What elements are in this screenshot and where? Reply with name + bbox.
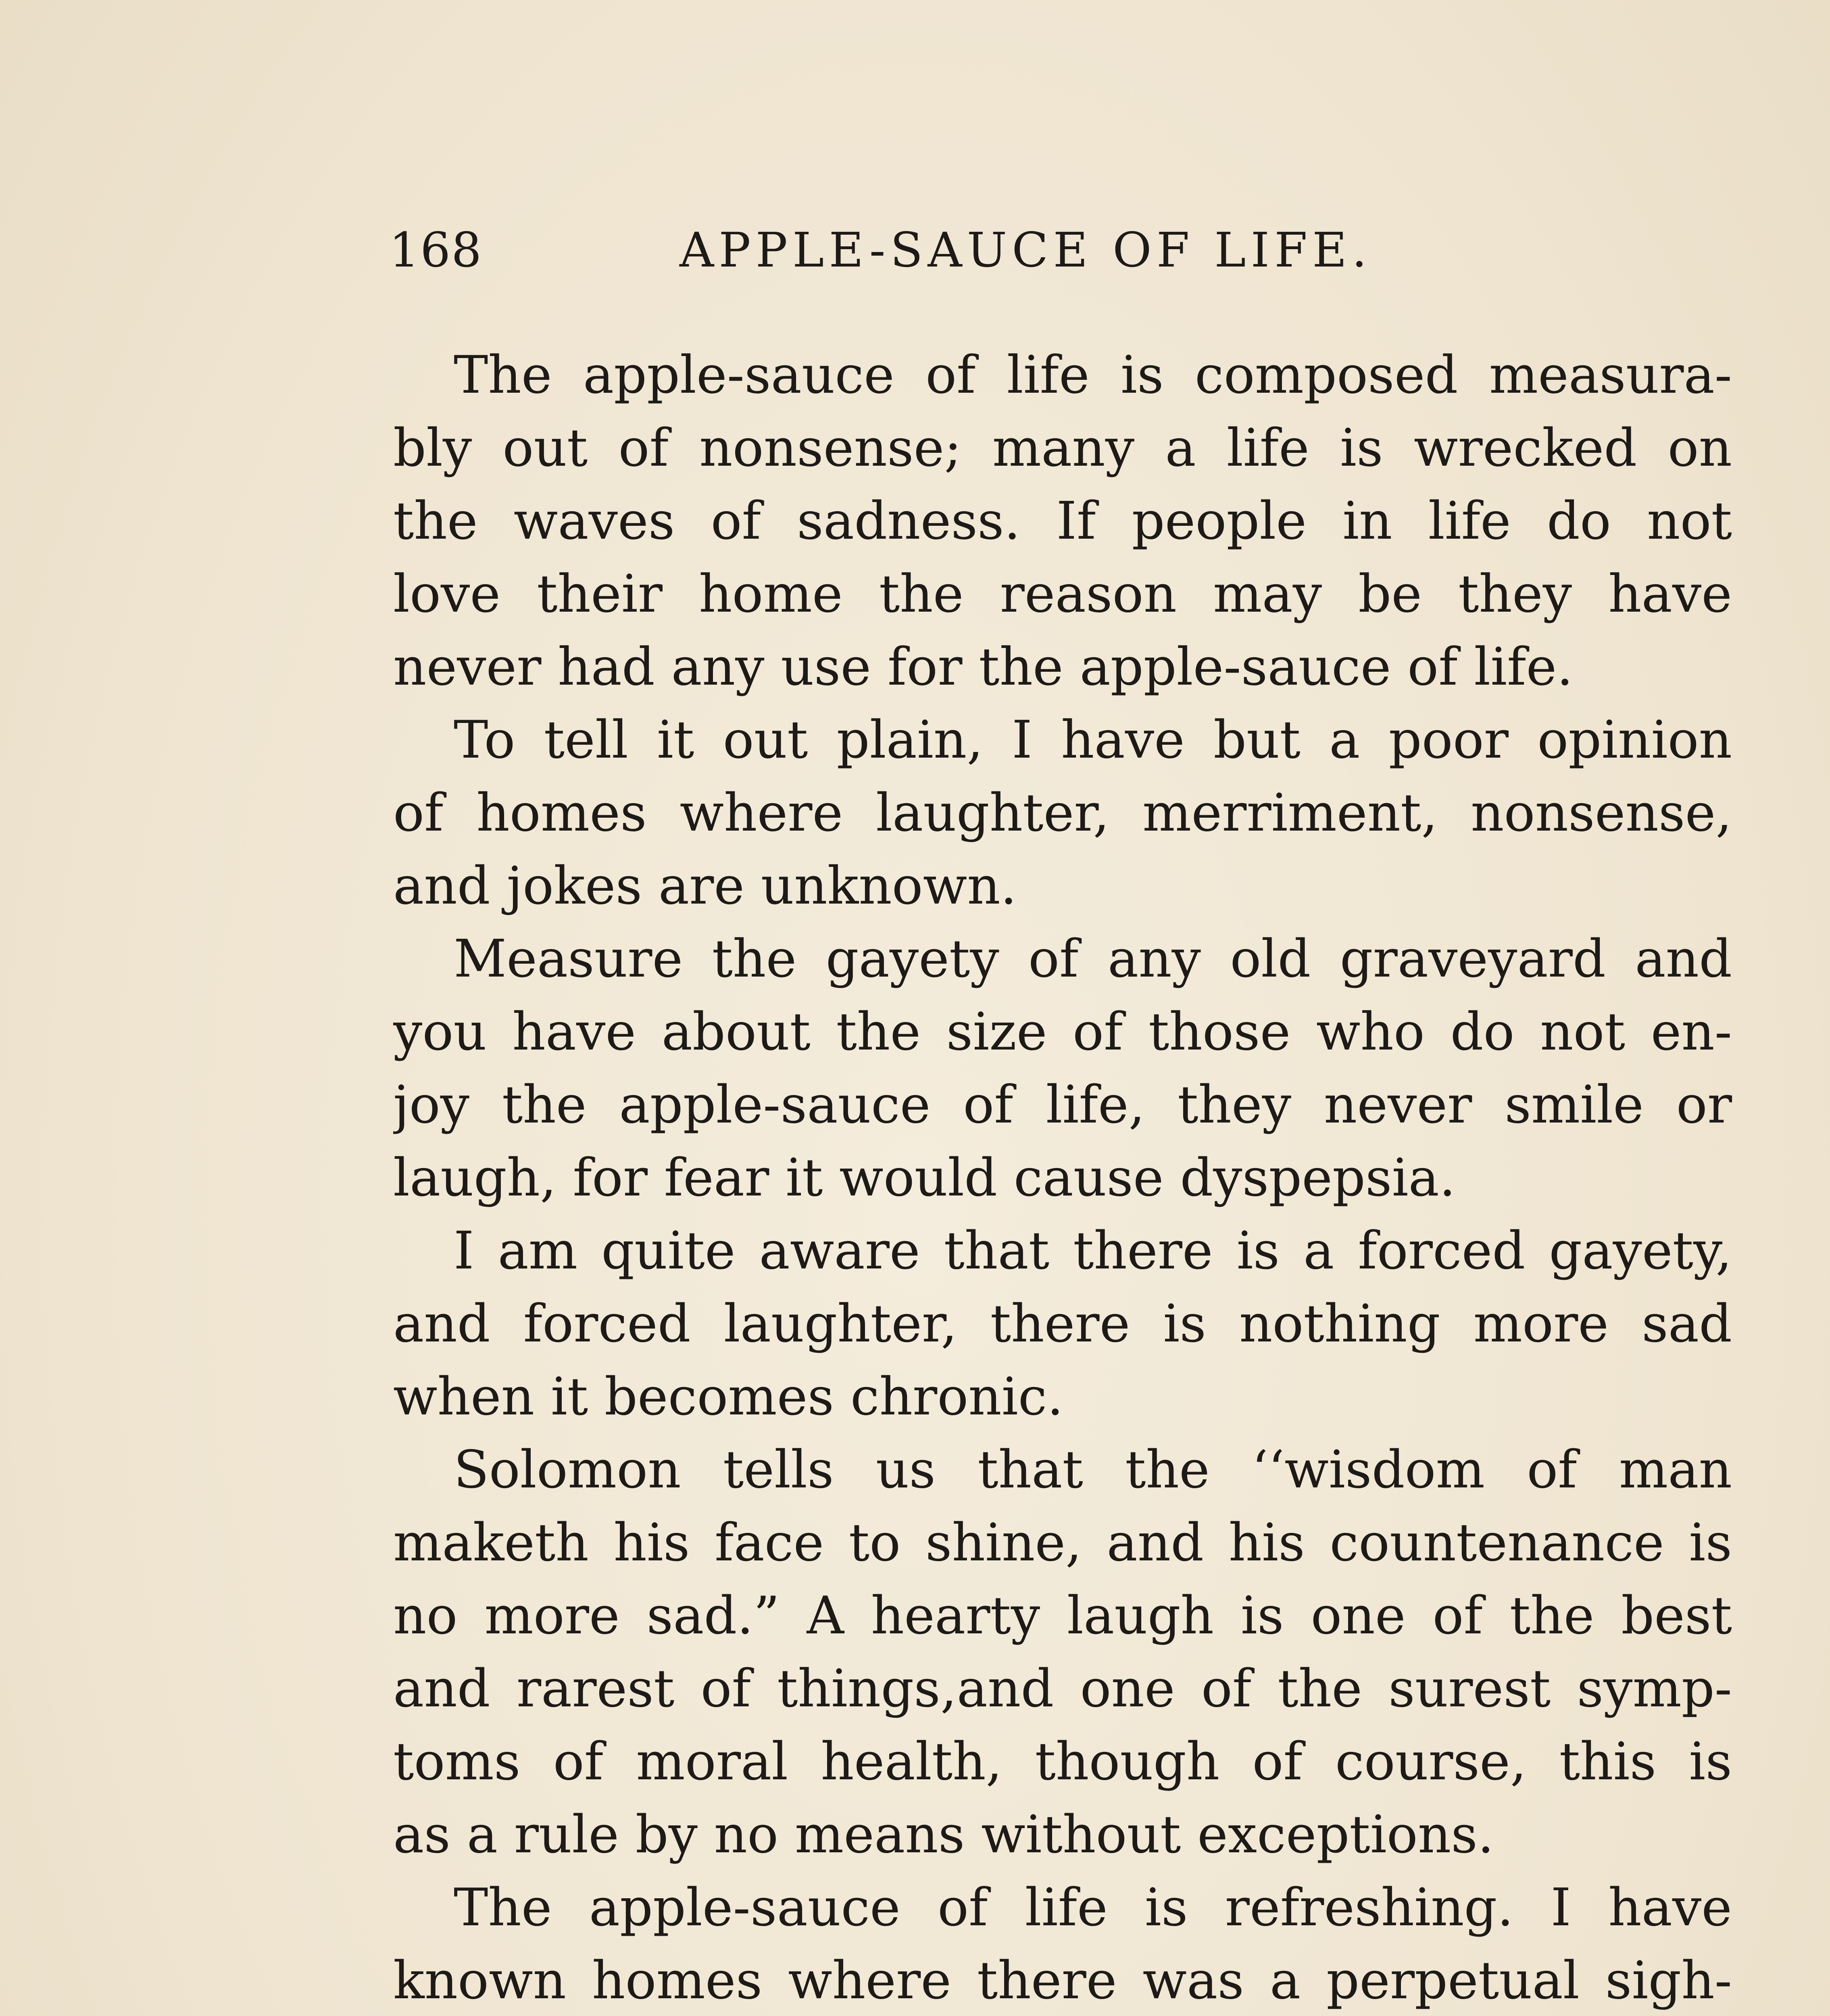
text-line: and forced laughter, there is nothing more sad [393,1294,1732,1354]
text-line: Solomon tells us that the ‘‘wisdom of man [454,1440,1732,1500]
body-text [393,339,1732,2016]
text-line: love their home the reason may be they have [393,564,1732,624]
text-line: maketh his face to shine, and his countenance is [393,1513,1732,1573]
text-line: The apple-sauce of life is composed measura- [454,345,1732,405]
text-line: and rarest of things,and one of the surest symp- [393,1659,1732,1719]
text-line: you have about the size of those who do not en- [393,1002,1732,1062]
text-line: no more sad.” A hearty laugh is one of the best [393,1586,1732,1646]
text-line: toms of moral health, though of course, this is [393,1732,1732,1792]
text-line: when it becomes chronic. [393,1367,1063,1427]
text-line: the waves of sadness. If people in life do not [393,491,1732,551]
text-line: The apple-sauce of life is refreshing. I have [454,1878,1732,1938]
text-line: Measure the gayety of any old graveyard and [454,929,1732,989]
text-line: and jokes are unknown. [393,856,1017,916]
running-head [389,210,1732,290]
text-line: known homes where there was a perpetual sigh- [393,1951,1732,2011]
text-line: as a rule by no means without exceptions. [393,1805,1494,1865]
text-line: joy the apple-sauce of life, they never smile or [393,1075,1732,1135]
text-line: never had any use for the apple-sauce of life. [393,637,1573,697]
text-line: laugh, for fear it would cause dyspepsia. [393,1148,1456,1208]
text-line: To tell it out plain, I have but a poor opinion [454,710,1732,770]
text-line: I am quite aware that there is a forced gayety, [454,1221,1732,1281]
running-title: APPLE-SAUCE OF LIFE. [679,222,1372,278]
text-line: of homes where laughter, merriment, nonsense, [393,783,1732,843]
text-line: bly out of nonsense; many a life is wrecked on [393,418,1732,478]
page-number: 168 [389,222,483,278]
